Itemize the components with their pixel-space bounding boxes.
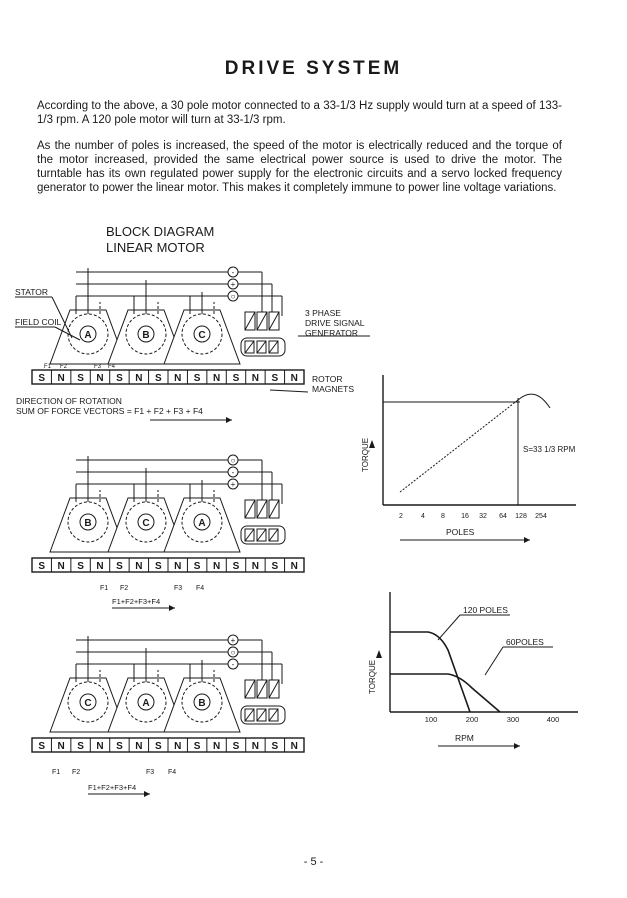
block-diagram-title-line1: BLOCK DIAGRAM bbox=[106, 224, 215, 239]
page-number: - 5 - bbox=[303, 856, 324, 868]
chart2-ylabel: TORQUE bbox=[368, 659, 377, 694]
chart2-tick: 300 bbox=[506, 715, 520, 724]
chart1-tick: 128 bbox=[515, 513, 527, 520]
rotor-magnet: S bbox=[116, 741, 123, 752]
rotor-magnet: S bbox=[193, 561, 201, 572]
rotor-magnet: N bbox=[57, 373, 65, 384]
rotor-magnets-label: ROTOR bbox=[312, 374, 343, 384]
chart2-tick: 400 bbox=[546, 715, 560, 724]
rotor-magnet: N bbox=[212, 561, 221, 572]
phase-sign: - bbox=[231, 268, 235, 277]
rotor-magnet: S bbox=[232, 561, 240, 572]
coil-phase-label: A bbox=[198, 518, 206, 529]
chart1-xlabel: POLES bbox=[446, 527, 475, 537]
direction-arrowhead bbox=[226, 417, 232, 423]
rotor-magnet: S bbox=[193, 373, 201, 384]
rotor-magnet: N bbox=[135, 741, 143, 752]
rotor-magnet: S bbox=[116, 561, 123, 572]
page-title: DRIVE SYSTEM bbox=[224, 58, 403, 79]
rotor-magnet: N bbox=[96, 741, 104, 752]
coil-phase-label: A bbox=[142, 698, 150, 709]
rotor-magnet: S bbox=[77, 373, 84, 384]
magnets-leader bbox=[270, 390, 308, 392]
rotor-magnet: S bbox=[154, 741, 162, 752]
chart1-tick: 4 bbox=[421, 513, 425, 520]
force-label-f2: F2 bbox=[60, 364, 68, 370]
rotor-magnet: N bbox=[251, 373, 260, 384]
chart2-tick: 100 bbox=[424, 715, 438, 724]
rotor-magnet: N bbox=[251, 561, 260, 572]
rotor-magnet: S bbox=[116, 373, 123, 384]
rotor-magnet: N bbox=[96, 373, 104, 384]
drive-signal-generator-label: GENERATOR bbox=[305, 328, 359, 338]
phase-sign: + bbox=[230, 636, 236, 645]
rotor-magnet: S bbox=[154, 561, 162, 572]
chart1-ylabel: TORQUE bbox=[361, 437, 370, 472]
drive-signal-generator-label: 3 PHASE bbox=[305, 308, 341, 318]
rotor-magnet: N bbox=[135, 373, 143, 384]
direction-arrowhead bbox=[169, 605, 175, 611]
chart1-torque-line bbox=[400, 400, 518, 492]
force-label-f1: F1 bbox=[44, 364, 52, 370]
rotor-magnet: N bbox=[174, 561, 182, 572]
rotor-magnet: S bbox=[271, 561, 279, 572]
rotor-magnet: S bbox=[77, 561, 84, 572]
phase-sign: - bbox=[231, 468, 235, 477]
rotor-magnet: N bbox=[135, 561, 143, 572]
coil-phase-label: C bbox=[198, 330, 206, 341]
chart2-legend-120-poles: 120 POLES bbox=[463, 605, 508, 615]
direction-arrowhead bbox=[144, 791, 150, 797]
coil-phase-label: C bbox=[84, 698, 92, 709]
coil-phase-label: A bbox=[84, 330, 92, 341]
rotor-magnet: S bbox=[38, 373, 46, 384]
rotor-magnet: S bbox=[193, 741, 201, 752]
phase-sign: ○ bbox=[230, 648, 236, 657]
drive-signal-generator-label: DRIVE SIGNAL bbox=[305, 318, 365, 328]
chart2-x-arrowhead bbox=[514, 743, 520, 749]
rotor-magnet: N bbox=[290, 741, 298, 752]
force-label-f3: F3 bbox=[94, 364, 102, 370]
force-label-f1: F1 bbox=[100, 585, 109, 592]
phase-sign: ○ bbox=[230, 456, 236, 465]
rotor-magnet: S bbox=[154, 373, 162, 384]
chart2-legend-60-poles: 60POLES bbox=[506, 637, 544, 647]
stator-label: STATOR bbox=[15, 287, 49, 297]
rotor-magnet: N bbox=[96, 561, 104, 572]
force-label-f2: F2 bbox=[72, 769, 81, 776]
chart1-tick: 254 bbox=[535, 513, 547, 520]
coil-phase-label: B bbox=[142, 330, 150, 341]
coil-phase-label: B bbox=[198, 698, 206, 709]
chart1-x-arrowhead bbox=[524, 537, 530, 543]
chart1-tick: 16 bbox=[461, 513, 469, 520]
paragraph-1: According to the above, a 30 pole motor connected to a 33-1/3 Hz supply would turn at a speed of 133-1/3 rpm. A 120 pole motor will turn at 33-1/3 rpm. bbox=[37, 100, 562, 126]
rotor-magnet: S bbox=[38, 561, 46, 572]
rotor-magnet: S bbox=[232, 741, 240, 752]
field-coil-label: FIELD COIL bbox=[15, 317, 62, 327]
paragraph-2: As the number of poles is increased, the speed of the motor is electrically reduced and the torque of the motor increased, provided the same electrical power source is used to drive the motor. The turntable has its own regulated power supply for the electronic circuits and a servo locked frequency generator to power the linear motor. This makes it completely immune to power line voltage variations. bbox=[37, 140, 562, 194]
rotor-magnets-label: MAGNETS bbox=[312, 384, 355, 394]
coil-phase-label: B bbox=[84, 518, 92, 529]
rotor-magnet: N bbox=[57, 561, 65, 572]
phase-sign: ○ bbox=[230, 292, 236, 301]
rotor-magnet: S bbox=[271, 741, 279, 752]
rotor-magnet: N bbox=[174, 741, 182, 752]
phase-sign: - bbox=[231, 660, 235, 669]
sum-vectors-label: F1+F2+F3+F4 bbox=[88, 783, 137, 792]
phase-sign: + bbox=[230, 280, 236, 289]
force-label-f4: F4 bbox=[108, 364, 116, 370]
rotor-magnet: N bbox=[212, 373, 221, 384]
chart1-tick: 2 bbox=[399, 513, 403, 520]
chart1-tick: 32 bbox=[479, 513, 487, 520]
force-label-f2: F2 bbox=[120, 585, 129, 592]
chart2-series-120-poles bbox=[390, 632, 470, 712]
phase-sign: + bbox=[230, 480, 236, 489]
chart1-annotation: S=33 1/3 RPM bbox=[523, 445, 576, 454]
rotor-magnet: N bbox=[290, 561, 298, 572]
force-label-f3: F3 bbox=[146, 769, 155, 776]
rotor-magnet: N bbox=[251, 741, 260, 752]
rotor-magnet: N bbox=[290, 373, 298, 384]
chart1-tick: 8 bbox=[441, 513, 445, 520]
force-label-f4: F4 bbox=[168, 769, 177, 776]
coil-phase-label: C bbox=[142, 518, 150, 529]
block-diagram-title-line2: LINEAR MOTOR bbox=[106, 240, 205, 255]
chart2-tick: 200 bbox=[465, 715, 479, 724]
rotor-magnet: S bbox=[232, 373, 240, 384]
rotor-magnet: N bbox=[57, 741, 65, 752]
direction-label: DIRECTION OF ROTATION bbox=[16, 396, 122, 406]
sum-vectors-label: SUM OF FORCE VECTORS = F1 + F2 + F3 + F4 bbox=[16, 406, 203, 416]
force-label-f1: F1 bbox=[52, 769, 61, 776]
chart2-legend-leader bbox=[438, 615, 460, 640]
chart2-xlabel: RPM bbox=[455, 733, 474, 743]
chart1-tick: 64 bbox=[499, 513, 507, 520]
rotor-magnet: N bbox=[212, 741, 221, 752]
rotor-magnet: S bbox=[271, 373, 279, 384]
sum-vectors-label: F1+F2+F3+F4 bbox=[112, 597, 161, 606]
rotor-magnet: S bbox=[77, 741, 84, 752]
force-label-f3: F3 bbox=[174, 585, 183, 592]
chart2-series-60-poles bbox=[390, 674, 500, 712]
chart2-y-arrow bbox=[376, 650, 382, 658]
force-label-f4: F4 bbox=[196, 585, 205, 592]
rotor-magnet: S bbox=[38, 741, 46, 752]
rotor-magnet: N bbox=[174, 373, 182, 384]
chart2-legend-leader bbox=[485, 647, 503, 675]
chart1-peak-curve bbox=[518, 394, 550, 408]
